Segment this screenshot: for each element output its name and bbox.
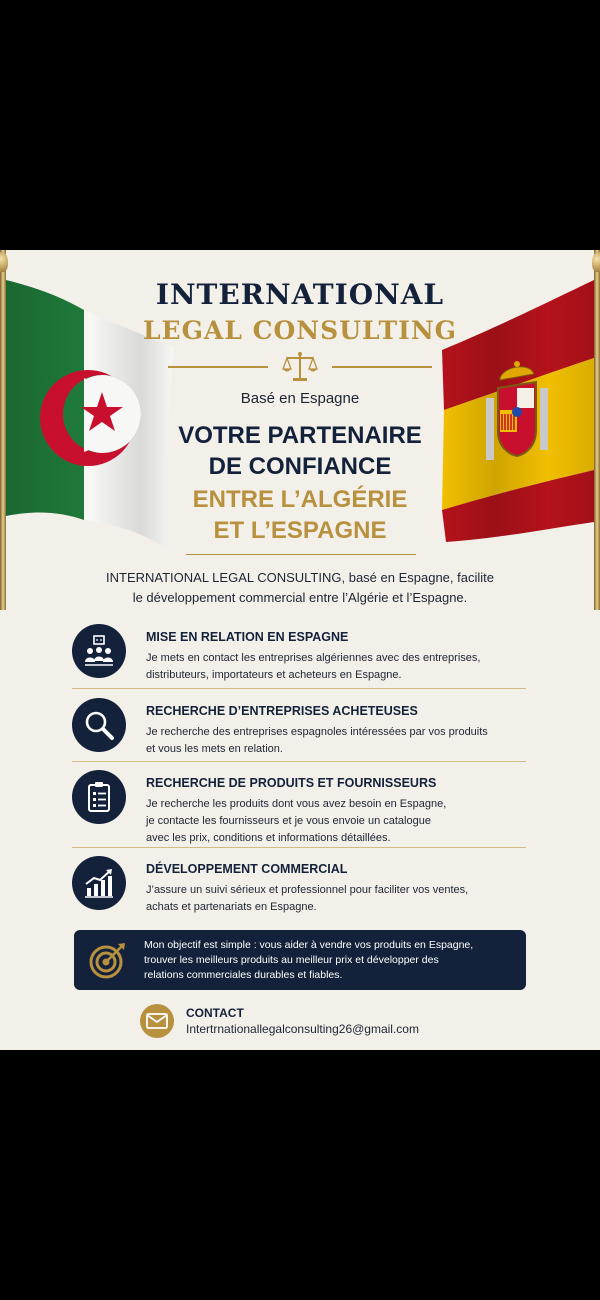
intro-line1: INTERNATIONAL LEGAL CONSULTING, basé en Espagne, facilite <box>106 570 494 585</box>
service-divider <box>72 847 526 848</box>
brand-title-line2: LEGAL CONSULTING <box>142 316 458 345</box>
goal-line: trouver les meilleurs produits au meilleur prix et développer des <box>144 954 439 966</box>
location-subtitle: Basé en Espagne <box>240 390 360 407</box>
poster <box>0 250 600 1050</box>
goal-text <box>144 938 514 983</box>
service-item-commercial-development <box>72 856 526 912</box>
growth-chart-icon <box>82 866 116 900</box>
intro-line2: le développement commercial entre l’Algérie et l’Espagne. <box>132 590 468 605</box>
title-divider <box>168 350 432 384</box>
service-desc-line: distributeurs, importateurs et acheteurs en Espagne. <box>146 669 402 681</box>
headline-line3: ENTRE L’ALGÉRIE <box>192 486 408 513</box>
pole-finial-right <box>592 252 600 272</box>
service-text <box>146 704 526 758</box>
scales-of-justice-icon <box>282 350 318 384</box>
service-desc-line: achats et partenariats en Espagne. <box>146 901 317 913</box>
service-desc-line: Je recherche les produits dont vous avez besoin en Espagne, <box>146 798 447 810</box>
service-desc-line: avec les prix, conditions et informations détaillées. <box>146 832 391 844</box>
service-description <box>146 650 526 684</box>
intro-paragraph <box>60 568 540 608</box>
service-description <box>146 882 526 916</box>
goal-line: Mon objectif est simple : vous aider à vendre vos produits en Espagne, <box>144 939 474 951</box>
service-title: RECHERCHE DE PRODUITS ET FOURNISSEURS <box>146 776 437 790</box>
divider-line-left <box>168 366 268 368</box>
service-description <box>146 796 526 847</box>
service-desc-line: J’assure un suivi sérieux et professionnel pour faciliter vos ventes, <box>146 884 469 896</box>
service-divider <box>72 761 526 762</box>
service-divider <box>72 688 526 689</box>
contact-icon-badge <box>140 1004 174 1038</box>
service-description <box>146 724 526 758</box>
service-title: DÉVELOPPEMENT COMMERCIAL <box>146 862 348 876</box>
service-icon-badge <box>72 856 126 910</box>
service-desc-line: je contacte les fournisseurs et je vous envoie un catalogue <box>146 815 431 827</box>
pole-finial-left <box>0 252 8 272</box>
headline-line2: DE CONFIANCE <box>208 453 392 480</box>
contact-label: CONTACT <box>186 1006 244 1020</box>
service-text <box>146 862 526 916</box>
service-title: RECHERCHE D’ENTREPRISES ACHETEUSES <box>146 704 418 718</box>
envelope-icon <box>146 1013 168 1029</box>
headline-gold <box>0 484 600 546</box>
service-title: MISE EN RELATION EN ESPAGNE <box>146 630 349 644</box>
headline-line4: ET L’ESPAGNE <box>213 517 387 544</box>
service-icon-badge <box>72 698 126 752</box>
headline-navy <box>0 420 600 482</box>
contact-email-link[interactable]: Intertrnationallegalconsulting26@gmail.com <box>186 1022 419 1036</box>
service-item-buyer-search <box>72 698 526 755</box>
service-item-networking <box>72 624 526 680</box>
service-item-product-search <box>72 770 526 844</box>
service-icon-badge <box>72 770 126 824</box>
goal-banner <box>74 930 526 990</box>
service-desc-line: et vous les mets en relation. <box>146 743 283 755</box>
service-icon-badge <box>72 624 126 678</box>
goal-line: relations commerciales durables et fiables. <box>144 969 343 981</box>
service-desc-line: Je recherche des entreprises espagnoles intéressées par vos produits <box>146 726 488 738</box>
headline-divider <box>186 554 416 555</box>
service-desc-line: Je mets en contact les entreprises algériennes avec des entreprises, <box>146 652 481 664</box>
target-arrow-icon <box>88 940 128 980</box>
network-people-icon <box>82 634 116 668</box>
service-text <box>146 630 526 684</box>
clipboard-list-icon <box>82 780 116 814</box>
headline-line1: VOTRE PARTENAIRE <box>178 422 422 449</box>
service-text <box>146 776 526 847</box>
magnifier-icon <box>82 708 116 742</box>
divider-line-right <box>332 366 432 368</box>
brand-title-line1: INTERNATIONAL <box>155 278 445 311</box>
